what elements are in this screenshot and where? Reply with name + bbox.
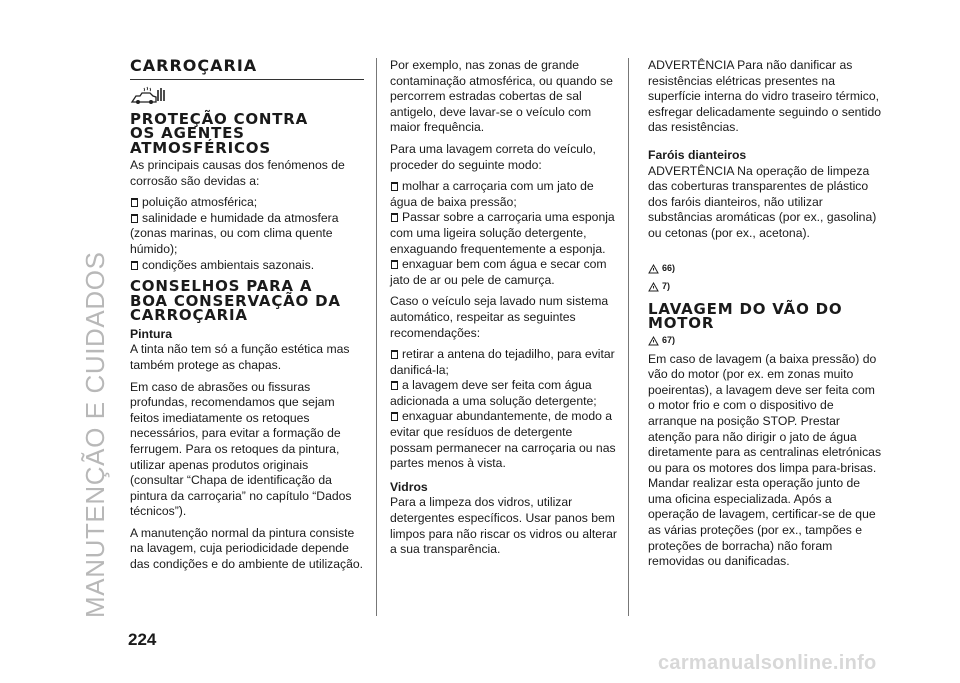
bullet-icon [391,182,398,191]
bullet-icon [131,214,138,223]
paragraph: As principais causas dos fenómenos de corrosão são devidas a: [130,158,345,188]
warning-ref: 66) [648,262,882,276]
subheading-windows: Vidros [390,479,428,494]
list-item: condições ambientais sazonais. [130,258,364,274]
bullet-list [130,195,364,273]
section-title-conservation: CONSELHOS PARA A BOA CONSERVAÇÃO DA CARROÇARIA [130,277,341,325]
chapter-side-title: MANUTENÇÃO E CUIDADOS [80,251,110,618]
paragraph: ADVERTÊNCIA Na operação de limpeza das coberturas transparentes de plástico dos faróis dianteiros, não utilizar substâncias aromáticas (por ex., gasolina) ou cetonas (por ex., acetona). [648,163,877,240]
list-item: Passar sobre a carroçaria uma esponja com uma ligeira solução detergente, enxaguando frequentemente a esponja. [390,210,615,256]
paragraph: Para uma lavagem correta do veículo, proceder do seguinte modo: [390,141,596,172]
paragraph: Em caso de abrasões ou fissuras profundas, recomendamos que sejam feitos imediatamente os retoques necessários, para evitar a formação de ferrugem. Para os retoques da pintura, utilizar apenas produtos originais (consultar “Chapa de identificação da pintura da carroçaria” no capítulo “Dados técnicos”). [130,379,352,519]
bullet-icon [391,260,398,269]
bullet-icon [391,412,398,421]
warning-triangle-icon [648,336,659,346]
list-item: a lavagem deve ser feita com água adicionada a uma solução detergente; [390,378,597,408]
list-item: enxaguar bem com água e secar com jato de ar ou pele de camurça. [390,257,607,287]
paragraph: Por exemplo, nas zonas de grande contaminação atmosférica, ou quando se percorrem estradas cobertas de sal antigelo, deve lavar-se o veículo com maior frequência. [390,58,613,135]
paragraph: ADVERTÊNCIA Para não danificar as resistências elétricas presentes na superfície interna do vidro traseiro térmico, esfregar delicadamente seguindo o sentido das resistências. [648,58,882,135]
bullet-icon [131,198,138,207]
paragraph: Para a limpeza dos vidros, utilizar detergentes específicos. Usar panos bem limpos para não riscar os vidros ou alterar a sua transparência. [390,495,617,557]
bullet-icon [391,381,398,390]
section-title-protection: PROTEÇÃO CONTRA OS AGENTES ATMOSFÉRICOS [130,109,309,157]
bullet-icon [391,213,398,222]
watermark: carmanualsonline.info [658,652,877,674]
column-1 [130,58,364,579]
car-wash-icon [130,86,364,108]
paragraph: A manutenção normal da pintura consiste na lavagem, cuja periodicidade depende das condições e do ambiente de utilização. [130,525,364,572]
list-item: salinidade e humidade da atmosfera (zonas marinas, ou com clima quente húmido); [130,210,339,257]
subheading-paint: Pintura [130,326,172,341]
column-divider [628,58,629,616]
warning-triangle-icon [648,282,659,292]
warning-ref: 7) [648,280,882,294]
bullet-icon [391,350,398,359]
bullet-list [390,347,618,472]
column-2 [390,58,618,564]
column-divider [376,58,377,616]
list-item: retirar a antena do tejadilho, para evitar danificá-la; [390,347,615,377]
section-title-engine-bay: LAVAGEM DO VÃO DO MOTOR [648,299,843,333]
bullet-icon [131,261,138,270]
list-item: enxaguar abundantemente, de modo a evitar que resíduos de detergente possam permanecer na carroçaria ou nas partes menos à vista. [390,409,616,471]
chapter-title: CARROÇARIA [130,58,364,80]
list-item: poluição atmosférica; [130,195,364,211]
page-number: 224 [128,630,157,649]
list-item: molhar a carroçaria com um jato de água de baixa pressão; [390,179,594,209]
bullet-list [390,179,618,288]
column-3 [648,58,882,576]
warning-triangle-icon [648,264,659,274]
subheading-headlights: Faróis dianteiros [648,147,747,162]
warning-ref: 67) [648,334,882,348]
paragraph: Em caso de lavagem (a baixa pressão) do vão do motor (por ex. em zonas muito poeirentas), a lavagem deve ser feita com o motor frio e com o dispositivo de arranque na posição STOP. Prestar atenção para não dirigir o jato de água diretamente para as centralinas eletrónicas ou para os motores dos limpa para-brisas. Mandar realizar esta operação junto de uma oficina especializada. Após a operação de lavagem, certificar-se de que as várias proteções (por ex., tampões e proteções de borracha) não foram removidas ou danificadas. [648,351,882,569]
paragraph: Caso o veículo seja lavado num sistema automático, respeitar as seguintes recomendações: [390,294,609,340]
paragraph: A tinta não tem só a função estética mas também protege as chapas. [130,342,350,372]
